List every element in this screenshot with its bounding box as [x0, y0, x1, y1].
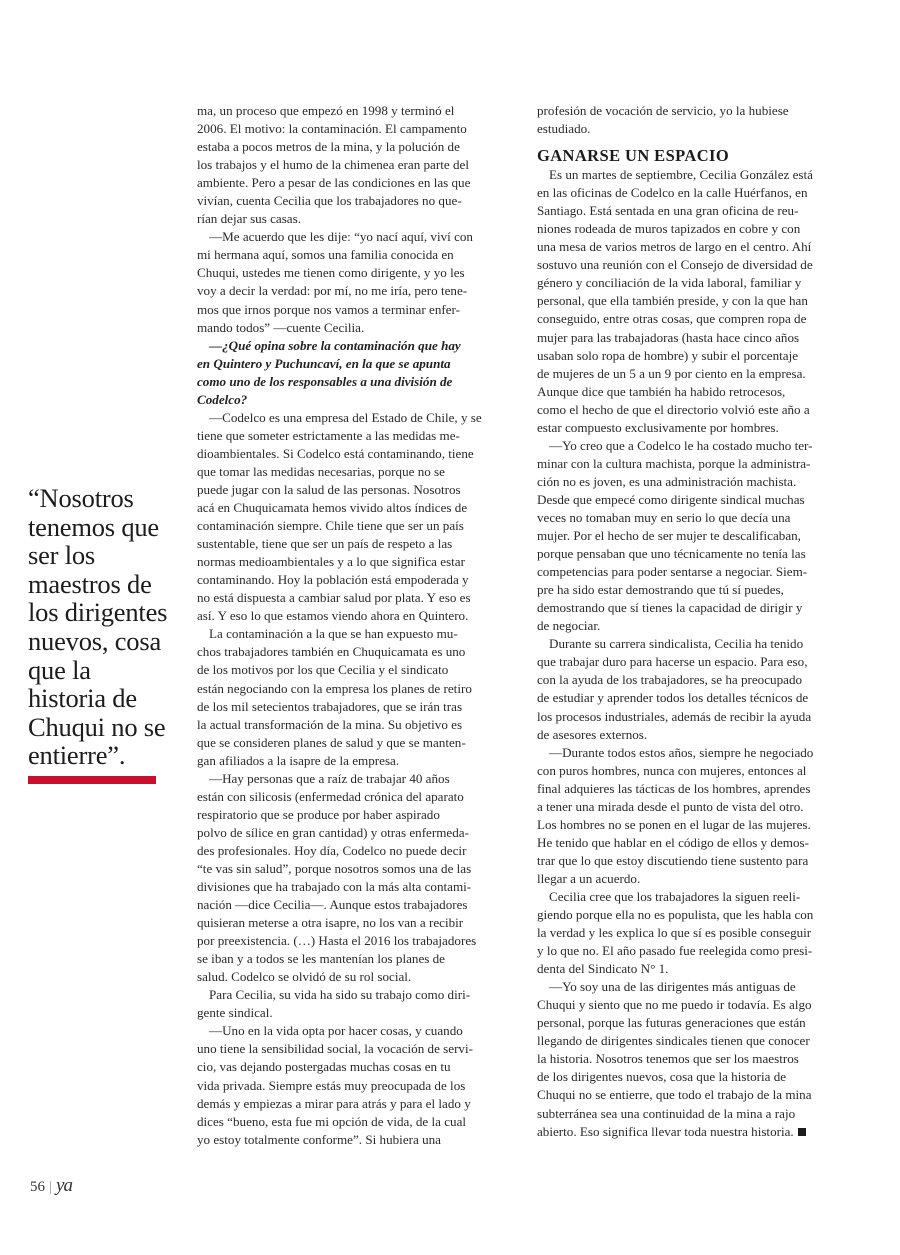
body-text-line: demostrando que sí tienes la capacidad de dirigir y	[537, 600, 803, 616]
body-text-line: quisieran meterse a otra isapre, no los van a recibir	[197, 915, 464, 931]
body-text-line: están negociando con la empresa los planes de retiro	[197, 680, 472, 696]
body-text-line: normas medioambientales y a lo que significa estar	[197, 554, 465, 570]
body-text-line: de asesores externos.	[537, 726, 648, 742]
body-text-line: así. Y eso lo que estamos viendo ahora en Quintero.	[197, 608, 469, 624]
body-text-line: no está dispuesta a cambiar salud por plata. Y eso es	[197, 590, 471, 606]
body-text-line: —Durante todos estos años, siempre he negociado	[549, 744, 814, 760]
pull-quote-line: los dirigentes	[28, 597, 168, 628]
body-text-line: Los hombres no se ponen en el lugar de las mujeres.	[537, 816, 811, 832]
pull-quote-line: “Nosotros	[28, 483, 134, 513]
body-text-line: yo estoy totalmente conforme”. Si hubiera una	[197, 1131, 441, 1147]
body-text-line: de los motivos por los que Cecilia y el sindicato	[197, 662, 449, 678]
body-text-line: final adquieres las tácticas de los hombres, aprendes	[537, 780, 811, 796]
body-text-line: estar compuesto exclusivamente por hombres.	[537, 419, 779, 435]
interview-question-line: —¿Qué opina sobre la contaminación que hay	[209, 337, 461, 353]
body-text-line: uno tiene la sensibilidad social, la vocación de servi-	[197, 1041, 473, 1057]
end-of-article-mark	[798, 1128, 806, 1136]
interview-question-line: en Quintero y Puchuncaví, en la que se apunta	[197, 355, 451, 371]
body-text-line: gente sindical.	[197, 1005, 273, 1021]
body-text-line: des profesionales. Hoy día, Codelco no puede decir	[197, 842, 467, 858]
body-text-line: trar que lo que estoy discutiendo tiene sustento para	[537, 852, 809, 868]
pull-quote-line: nuevos, cosa	[28, 625, 162, 656]
body-text-line: profesión de vocación de servicio, yo la hubiese	[537, 103, 789, 118]
body-text-line: ción no es joven, es una administración machista.	[537, 473, 797, 489]
pull-quote-line: historia de	[28, 683, 137, 714]
body-text-line: de los mil setecientos trabajadores, que se irán tras	[197, 698, 463, 714]
body-text-line: de estudiar y aprender todos los detalles técnicos de	[537, 690, 809, 706]
pull-quote-line: ser los	[28, 540, 96, 571]
body-text-line: sostuvo una reunión con el Consejo de diversidad de	[537, 257, 813, 273]
body-text-line: contaminación siempre. Chile tiene que ser un país	[197, 518, 464, 534]
body-text-line: Para Cecilia, su vida ha sido su trabajo como diri-	[209, 987, 471, 1003]
body-text-line: Aunque dice que también ha habido retrocesos,	[537, 383, 786, 399]
body-text-line: por preexistencia. (…) Hasta el 2016 los trabajadores	[197, 933, 477, 949]
body-text-line: nación —dice Cecilia—. Aunque estos trabajadores	[197, 897, 468, 913]
body-text-line: los trabajos y el humo de la chimenea eran parte del	[197, 157, 469, 173]
body-text-line: Es un martes de septiembre, Cecilia González está	[549, 167, 813, 183]
body-text-line: personal, que ella también preside, y con la que han	[537, 293, 808, 309]
body-text-line: llegar a un acuerdo.	[537, 870, 641, 886]
body-text-line: “te vas sin salud”, porque nosotros somos una de las	[197, 860, 472, 876]
body-text-line: que trabajar duro para hacerse un espacio. Para eso,	[537, 654, 808, 670]
pull-quote-line: tenemos que	[28, 511, 159, 542]
body-text-line: —Me acuerdo que les dije: “yo nací aquí, viví con	[209, 229, 473, 245]
body-text-line: Chuqui, ustedes me tienen como dirigente, y yo les	[197, 265, 465, 281]
body-text-line: —Yo soy una de las dirigentes más antiguas de	[549, 979, 796, 995]
body-text-line: He tenido que hablar en el código de ellos y demos-	[537, 834, 809, 850]
body-text-line: pre ha sido estar demostrando que tú sí puedes,	[537, 582, 784, 598]
body-text-line: género y conciliación de la vida laboral, familiar y	[537, 275, 802, 291]
body-text-line: giendo porque ella no es populista, que les habla con	[537, 907, 814, 923]
pull-quote-line: Chuqui no se	[28, 711, 166, 742]
body-text-line: Chuqui y siento que no me puedo ir todavía. Es algo	[537, 997, 812, 1013]
body-text-line: —Hay personas que a raíz de trabajar 40 años	[209, 770, 450, 786]
text-column-left	[197, 102, 519, 1149]
body-text-line: subterránea sea una continuidad de la mina a rajo	[537, 1105, 796, 1121]
body-text-line: Chuqui no se entierre, que todo el trabajo de la mina	[537, 1087, 812, 1103]
body-text-line: dices “bueno, esta fue mi opción de vida, de la cual	[197, 1113, 467, 1129]
body-text-line: denta del Sindicato N° 1.	[537, 961, 669, 977]
body-text-line: estudiado.	[537, 121, 591, 137]
body-text-line: ma, un proceso que empezó en 1998 y terminó el	[197, 103, 455, 118]
body-text-line: una mesa de varios metros de largo en el centro. Ahí	[537, 239, 812, 255]
body-text-line: gan afiliados a la isapre de la empresa.	[197, 752, 400, 768]
pull-quote	[28, 484, 184, 770]
pull-quote-line: maestros de	[28, 568, 152, 599]
body-text-line: la actual transformación de la mina. Su objetivo es	[197, 716, 463, 732]
body-text-line: respiratorio que se produce por haber aspirado	[197, 806, 440, 822]
body-text-line: de negociar.	[537, 618, 601, 634]
body-text-line: chos trabajadores también en Chuquicamata es uno	[197, 644, 466, 660]
body-text-line: mi hermana aquí, somos una familia conocida en	[197, 247, 454, 263]
body-text-line: Santiago. Está sentada en una gran oficina de reu-	[537, 203, 799, 219]
body-text-line: de los dirigentes nuevos, cosa que la historia de	[537, 1069, 787, 1085]
body-text-line: abierto. Eso significa llevar toda nuestra historia.	[537, 1123, 863, 1141]
body-text-line: dioambientales. Si Codelco está contaminando, tiene	[197, 445, 474, 461]
body-text-line: salud. Codelco se olvidó de su rol social.	[197, 969, 412, 985]
body-text-line: 2006. El motivo: la contaminación. El campamento	[197, 121, 467, 137]
body-text-line: tiene que someter estrictamente a las medidas me-	[197, 427, 460, 443]
body-text-line: acá en Chuquicamata hemos vivido altos índices de	[197, 500, 468, 516]
body-text-line: voy a decir la verdad: por mí, no me iría, pero tene-	[197, 283, 468, 299]
body-text-line: minar con la cultura machista, porque la administra-	[537, 455, 811, 471]
body-text-line: ambiente. Pero a pesar de las condiciones en las que	[197, 175, 471, 191]
body-text-line: competencias para poder sentarse a negociar. Siem-	[537, 564, 808, 580]
body-text-line: cio, vas dejando postergadas muchas cosas en tu	[197, 1059, 451, 1075]
body-text-line: a tener una mirada desde el punto de vista del otro.	[537, 798, 804, 814]
body-text-line: que se consideren planes de salud y que se manten-	[197, 734, 466, 750]
body-text-line: con la ayuda de los trabajadores, se ha preocupado	[537, 672, 803, 688]
body-text-line: Desde que empecé como dirigente sindical muchas	[537, 491, 805, 507]
interview-question-line: Codelco?	[197, 391, 248, 407]
body-text-line: —Yo creo que a Codelco le ha costado mucho ter-	[549, 437, 813, 453]
magazine-logo: ya	[56, 1175, 72, 1196]
body-text-line: puede jugar con la salud de las personas. Nosotros	[197, 481, 461, 497]
body-text-line: contaminando. Hoy la población está empoderada y	[197, 572, 469, 588]
page-folio	[30, 1175, 72, 1197]
accent-rule	[28, 776, 156, 784]
body-text-line: usaban solo ropa de hombre) y subir el porcentaje	[537, 347, 799, 363]
body-text-line: la historia. Nosotros tenemos que ser los maestros	[537, 1051, 799, 1067]
body-text-line: vivían, cuenta Cecilia que los trabajadores no que-	[197, 193, 462, 209]
body-text-line: veces no tomaban muy en serio lo que decía una	[537, 509, 791, 525]
text-column-right	[537, 102, 863, 1141]
body-text-line: divisiones que ha trabajado con la más alta contami-	[197, 879, 472, 895]
body-text-line: porque pensaban que uno técnicamente no tenía las	[537, 546, 806, 562]
body-text-line: mando todos” —cuente Cecilia.	[197, 319, 365, 335]
body-text-line: Cecilia cree que los trabajadores la siguen reeli-	[549, 888, 801, 904]
body-text-line: —Codelco es una empresa del Estado de Chile, y se	[209, 409, 482, 425]
body-text-line: mujer para las trabajadoras (hasta hace cinco años	[537, 329, 800, 345]
body-text-line: mujer. Por el hecho de ser mujer te descalificaban,	[537, 528, 801, 544]
body-text-line: sustentable, tiene que ser un país de respeto a las	[197, 536, 453, 552]
body-text-line: llegando de dirigentes sindicales tienen que conocer	[537, 1033, 810, 1049]
body-text-line: y lo que no. El año pasado fue reelegida como presi-	[537, 943, 813, 959]
body-text-line: con puros hombres, nunca con mujeres, entonces al	[537, 762, 807, 778]
body-text-line: mos que irnos porque nos vamos a terminar enfer-	[197, 301, 460, 317]
body-text-line: en las oficinas de Codelco en la calle Huérfanos, en	[537, 185, 808, 201]
pull-quote-line: que la	[28, 654, 91, 685]
body-text-line: conseguido, entre otras cosas, que compren ropa de	[537, 311, 807, 327]
body-text-line: polvo de sílice en gran cantidad) y otras enfermeda-	[197, 824, 469, 840]
body-text-line: rían dejar sus casas.	[197, 211, 301, 227]
body-text-line: —Uno en la vida opta por hacer cosas, y cuando	[209, 1023, 463, 1039]
body-text-line: vida privada. Siempre estás muy preocupada de los	[197, 1077, 466, 1093]
section-heading: GANARSE UN ESPACIO	[537, 146, 730, 166]
body-text-line: se iban y a todos se les mantenían los planes de	[197, 951, 445, 967]
body-text-line: demás y empiezas a mirar para atrás y para el lado y	[197, 1095, 471, 1111]
body-text-line: estaba a pocos metros de la mina, y la polución de	[197, 139, 460, 155]
body-text-line: que tomar las medidas necesarias, porque no se	[197, 463, 445, 479]
body-text-line: los procesos industriales, además de recibir la ayuda	[537, 708, 812, 724]
page-number: 56	[30, 1179, 45, 1195]
body-text-line: La contaminación a la que se han expuesto mu-	[209, 626, 458, 642]
body-text-line: como el hecho de que el directorio volvió este año a	[537, 401, 810, 417]
pull-quote-line: entierre”.	[28, 740, 126, 771]
body-text-line: de mujeres de un 5 a un 9 por ciento en la empresa.	[537, 365, 806, 381]
body-text-line: Durante su carrera sindicalista, Cecilia ha tenido	[549, 636, 804, 652]
body-text-line: están con silicosis (enfermedad crónica del aparato	[197, 788, 464, 804]
folio-separator: |	[49, 1179, 53, 1195]
interview-question-line: como uno de los responsables a una división de	[197, 373, 453, 389]
body-text-line: niones rodeada de muros tapizados en cobre y con	[537, 221, 801, 237]
body-text-line: la verdad y les explica lo que sí es posible conseguir	[537, 925, 812, 941]
body-text-line: personal, porque las futuras generaciones que están	[537, 1015, 806, 1031]
